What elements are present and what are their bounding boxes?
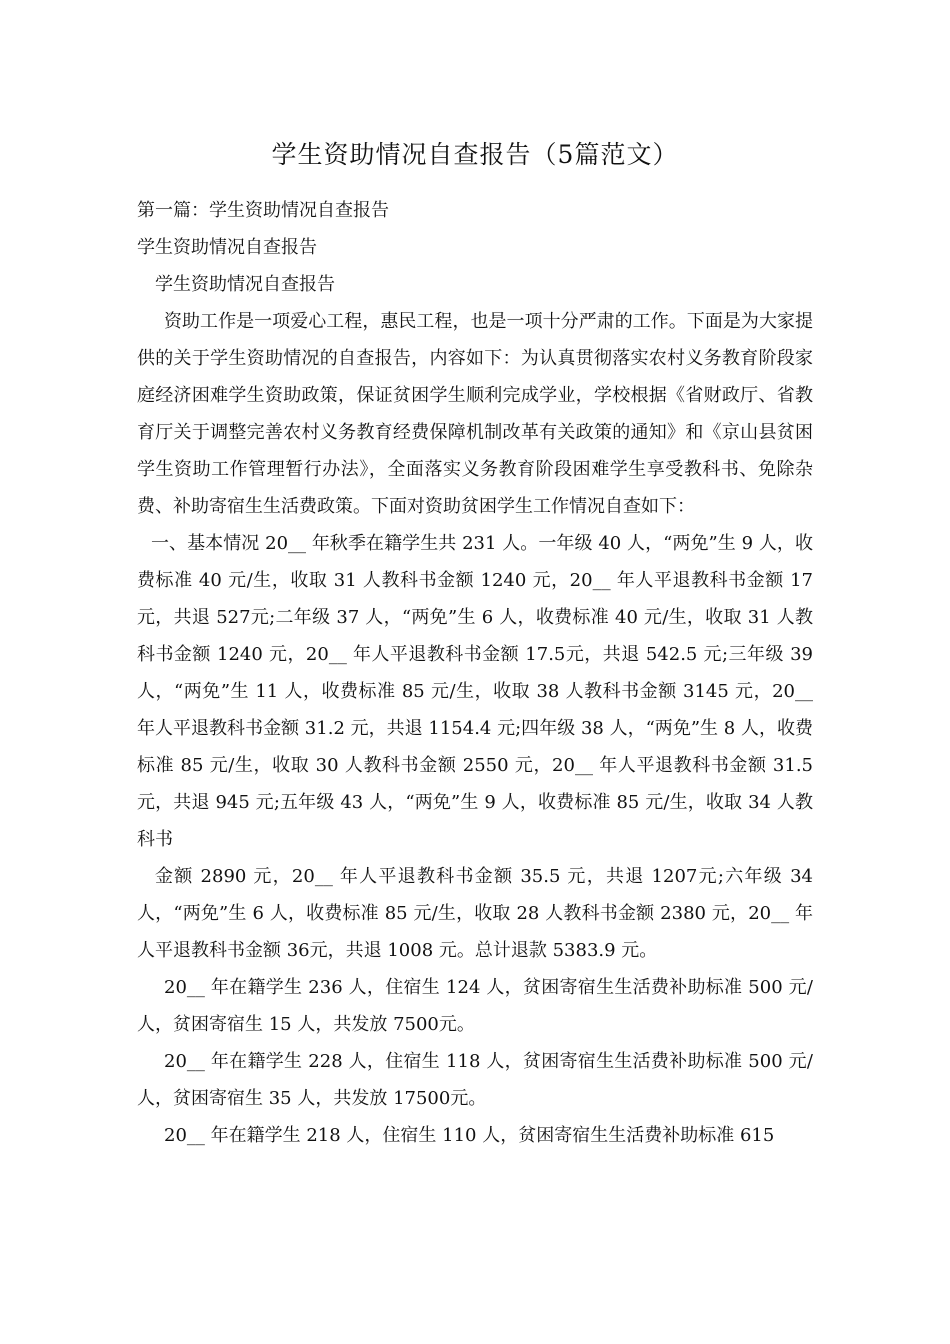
boarding-subsidy-paragraph-3: 20__ 年在籍学生 218 人，住宿生 110 人，贫困寄宿生生活费补助标准 615 bbox=[164, 1125, 775, 1146]
intro-paragraph: 资助工作是一项爱心工程，惠民工程，也是一项十分严肃的工作。下面是为大家提供的关于学生资助情况的自查报告，内容如下：为认真贯彻落实农村义务教育阶段家庭经济困难学生资助政策，保证贫困学生顺利完成学业，学校根据《省财政厅、省教育厅关于调整完善农村义务教育经费保障机制改革有关政策的通知》和《京山县贫困学生资助工作管理暂行办法》，全面落实义务教育阶段困难学生享受教科书、免除杂费、补助寄宿生生活费政策。下面对资助贫困学生工作情况自查如下： bbox=[137, 311, 813, 517]
report-subheading: 学生资助情况自查报告 bbox=[155, 274, 335, 295]
document-page bbox=[137, 130, 813, 1154]
basic-info-paragraph: 一、基本情况 20__ 年秋季在籍学生共 231 人。一年级 40 人，“两免”生 9 人，收费标准 40 元/生，收取 31 人教科书金额 1240 元，20__ 年人平退教科书金额 17 元，共退 527元;二年级 37 人，“两免”生 6 人，收费标准 40 元/生，收取 31 人教科书金额 1240 元，20__ 年人平退教科书金额 17.5元，共退 542.5 元;三年级 39 人，“两免”生 11 人，收费标准 85 元/生，收取 38 人教科书金额 3145 元，20__ 年人平退教科书金额 31.2 元，共退 1154.4 元;四年级 38 人，“两免”生 8 人，收费标准 85 元/生，收取 30 人教科书金额 2550 元，20__ 年人平退教科书金额 31.5 元，共退 945 元;五年级 43 人，“两免”生 9 人，收费标准 85 元/生，收取 34 人教科书 bbox=[137, 533, 813, 850]
boarding-subsidy-paragraph-1: 20__ 年在籍学生 236 人，住宿生 124 人，贫困寄宿生生活费补助标准 500 元/人，贫困寄宿生 15 人，共发放 7500元。 bbox=[137, 977, 813, 1035]
report-heading: 学生资助情况自查报告 bbox=[137, 237, 317, 258]
document-title: 学生资助情况自查报告（5篇范文） bbox=[271, 140, 679, 169]
basic-info-continued-paragraph: 金额 2890 元，20__ 年人平退教科书金额 35.5 元，共退 1207元;六年级 34 人，“两免”生 6 人，收费标准 85 元/生，收取 28 人教科书金额 2380 元，20__ 年人平退教科书金额 36元，共退 1008 元。总计退款 5383.9 元。 bbox=[137, 866, 813, 961]
section-heading-first: 第一篇：学生资助情况自查报告 bbox=[137, 200, 389, 221]
boarding-subsidy-paragraph-2: 20__ 年在籍学生 228 人，住宿生 118 人，贫困寄宿生生活费补助标准 500 元/人，贫困寄宿生 35 人，共发放 17500元。 bbox=[137, 1051, 813, 1109]
